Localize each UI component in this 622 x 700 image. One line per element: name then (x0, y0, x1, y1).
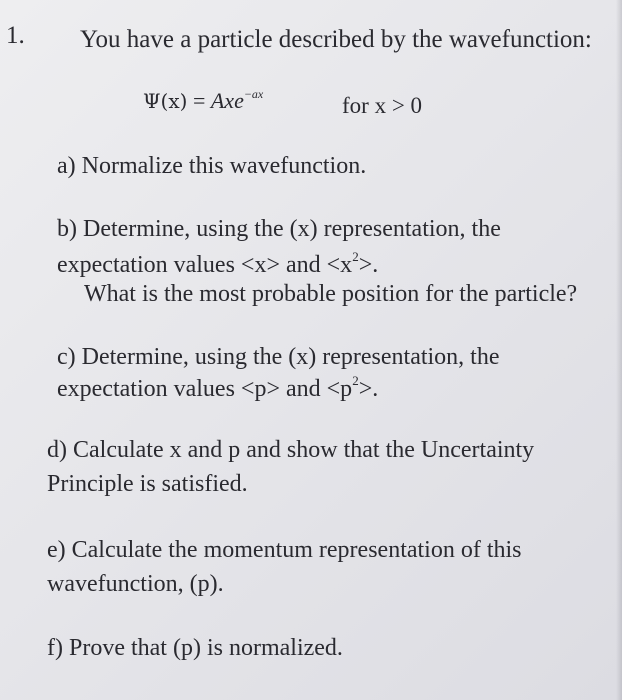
question-d-line-1: d) Calculate x and p and show that the Uncertainty (47, 437, 535, 463)
wavefunction-equation (143, 88, 263, 114)
question-b-line-2 (57, 250, 378, 280)
page-edge-shadow (616, 0, 622, 700)
question-a: a) Normalize this wavefunction. (57, 153, 367, 179)
question-c-superscript: 2 (352, 373, 359, 388)
wavefunction-lhs: Ψ(x) (143, 89, 188, 113)
question-e-line-1: e) Calculate the momentum representation of this (47, 537, 522, 563)
question-b-line-3: What is the most probable position for the particle? (84, 281, 578, 307)
equation-equals: = (192, 88, 206, 113)
question-e-line-2: wavefunction, (p). (47, 571, 224, 597)
question-b-line-1: b) Determine, using the (x) representation, the (57, 216, 501, 242)
question-b-line-2-text: expectation values <x> and <x (57, 252, 353, 278)
problem-intro: You have a particle described by the wavefunction: (80, 26, 592, 53)
question-c-line-1: c) Determine, using the (x) representation, the (57, 344, 500, 370)
question-c-line-2 (57, 374, 378, 404)
question-b-line-2-end: >. (358, 252, 379, 278)
wavefunction-exponent: −ax (243, 86, 264, 101)
question-c-line-2-end: >. (358, 376, 379, 402)
wavefunction-rhs: Axe (210, 88, 244, 113)
question-b-superscript: 2 (352, 249, 359, 264)
question-c-line-2-text: expectation values <p> and <p (57, 376, 353, 402)
question-d-line-2: Principle is satisfied. (47, 471, 248, 497)
problem-number: 1. (6, 22, 25, 49)
question-f: f) Prove that (p) is normalized. (47, 635, 343, 661)
domain-condition: for x > 0 (342, 93, 423, 118)
